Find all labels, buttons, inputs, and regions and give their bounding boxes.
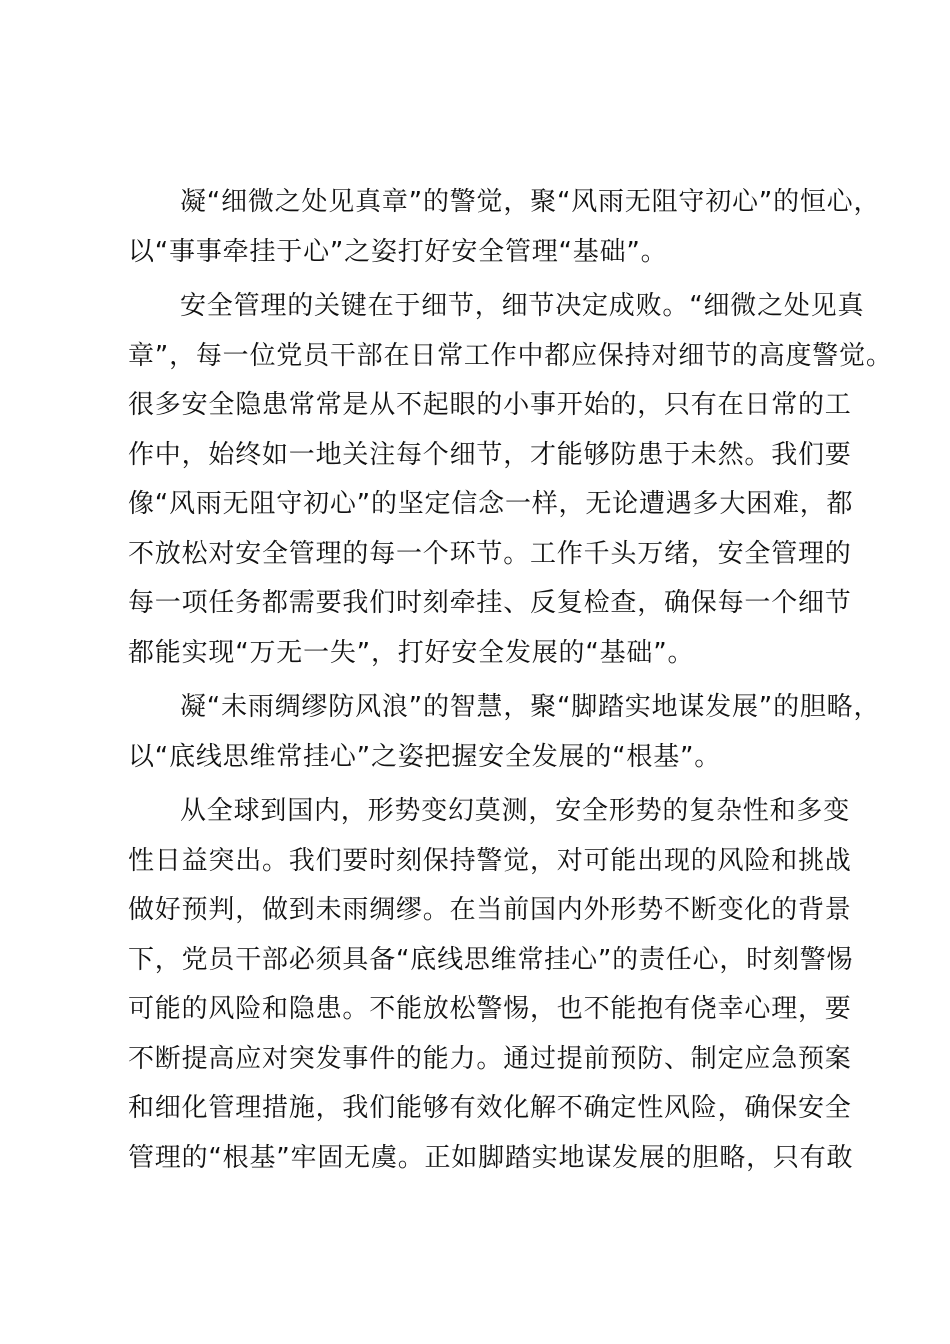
- text-line: 不放松对安全管理的每一个环节。工作千头万绪，安全管理的: [128, 538, 852, 569]
- text-line: 很多安全隐患常常是从不起眼的小事开始的，只有在日常的工: [128, 390, 852, 420]
- text-line: 章”，每一位党员干部在日常工作中都应保持对细节的高度警觉。: [128, 340, 893, 371]
- text-line: 像“风雨无阻守初心”的坚定信念一样，无论遭遇多大困难，都: [128, 489, 854, 519]
- text-line: 凝“未雨绸缪防风浪”的智慧，聚“脚踏实地谋发展”的胆略，: [180, 692, 881, 722]
- text-line: 凝“细微之处见真章”的警觉，聚“风雨无阻守初心”的恒心，: [180, 187, 881, 217]
- text-line: 作中，始终如一地关注每个细节，才能够防患于未然。我们要: [128, 439, 852, 470]
- paragraph-2: [128, 282, 893, 678]
- paragraph-1: [128, 178, 881, 277]
- text-line: 管理的“根基”牢固无虞。正如脚踏实地谋发展的胆略，只有敢: [128, 1142, 854, 1173]
- body-text: [128, 178, 893, 1183]
- text-line: 性日益突出。我们要时刻保持警觉，对可能出现的风险和挑战: [128, 845, 852, 876]
- text-line: 可能的风险和隐患。不能放松警惕，也不能抱有侥幸心理，要: [128, 994, 852, 1024]
- paragraph-3: [128, 683, 881, 782]
- text-line: 以“事事牵挂于心”之姿打好安全管理“基础”。: [128, 236, 668, 267]
- text-line: 以“底线思维常挂心”之姿把握安全发展的“根基”。: [128, 741, 722, 772]
- text-line: 每一项任务都需要我们时刻牵挂、反复检查，确保每一个细节: [128, 588, 852, 618]
- text-line: 安全管理的关键在于细节，细节决定成败。“细微之处见真: [180, 291, 865, 321]
- text-line: 做好预判，做到未雨绸缪。在当前国内外形势不断变化的背景: [128, 895, 852, 925]
- text-line: 下，党员干部必须具备“底线思维常挂心”的责任心，时刻警惕: [128, 944, 854, 975]
- text-line: 不断提高应对突发事件的能力。通过提前预防、制定应急预案: [128, 1043, 852, 1074]
- text-line: 都能实现“万无一失”，打好安全发展的“基础”。: [128, 637, 695, 668]
- paragraph-4: [128, 787, 858, 1183]
- text-line: 从全球到国内，形势变幻莫测，安全形势的复杂性和多变: [180, 796, 851, 826]
- text-line: 和细化管理措施，我们能够有效化解不确定性风险，确保安全: [128, 1093, 852, 1123]
